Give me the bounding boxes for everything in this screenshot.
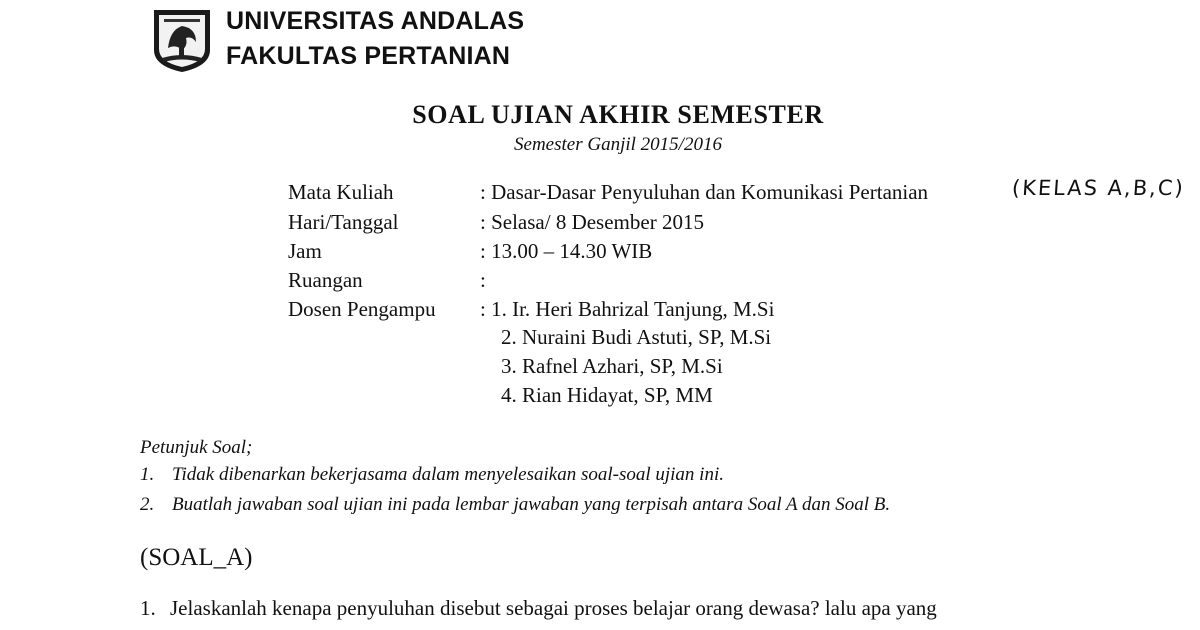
university-name: UNIVERSITAS ANDALAS: [226, 7, 525, 35]
semester-line: Semester Ganjil 2015/2016: [514, 134, 722, 155]
instruction-number: 2.: [140, 494, 155, 515]
instructions-heading: Petunjuk Soal;: [140, 437, 253, 458]
lecturer-item: 3. Rafnel Azhari, SP, M.Si: [501, 354, 723, 378]
exam-title: SOAL UJIAN AKHIR SEMESTER: [412, 100, 824, 129]
question-number: 1.: [140, 596, 156, 620]
university-emblem-icon: [148, 6, 216, 74]
room-value: :: [480, 268, 486, 292]
instruction-text: Buatlah jawaban soal ujian ini pada lembar jawaban yang terpisah antara Soal A dan Soal B.: [172, 494, 891, 515]
course-value: : Dasar-Dasar Penyuluhan dan Komunikasi Pertanian: [480, 180, 929, 204]
lecturer-item: : 1. Ir. Heri Bahrizal Tanjung, M.Si: [480, 297, 775, 321]
faculty-name: FAKULTAS PERTANIAN: [226, 42, 511, 70]
instruction-text: Tidak dibenarkan bekerjasama dalam menyelesaikan soal-soal ujian ini.: [172, 464, 724, 485]
date-label: Hari/Tanggal: [288, 210, 399, 234]
section-a-heading: (SOAL_A): [140, 544, 253, 571]
lecturer-item: 4. Rian Hidayat, SP, MM: [501, 383, 713, 407]
course-label: Mata Kuliah: [288, 180, 394, 204]
time-label: Jam: [288, 239, 322, 263]
lecturer-label: Dosen Pengampu: [288, 297, 436, 321]
time-value: : 13.00 – 14.30 WIB: [480, 239, 653, 263]
lecturer-item: 2. Nuraini Budi Astuti, SP, M.Si: [501, 325, 772, 349]
room-label: Ruangan: [288, 268, 363, 292]
emblem-graphic: [148, 6, 216, 74]
instruction-number: 1.: [140, 464, 155, 485]
question-text: Jelaskanlah kenapa penyuluhan disebut sebagai proses belajar orang dewasa? lalu apa yang: [170, 596, 937, 620]
handwritten-class-note: (KELAS A,B,C): [1011, 176, 1186, 200]
date-value: : Selasa/ 8 Desember 2015: [480, 210, 704, 234]
